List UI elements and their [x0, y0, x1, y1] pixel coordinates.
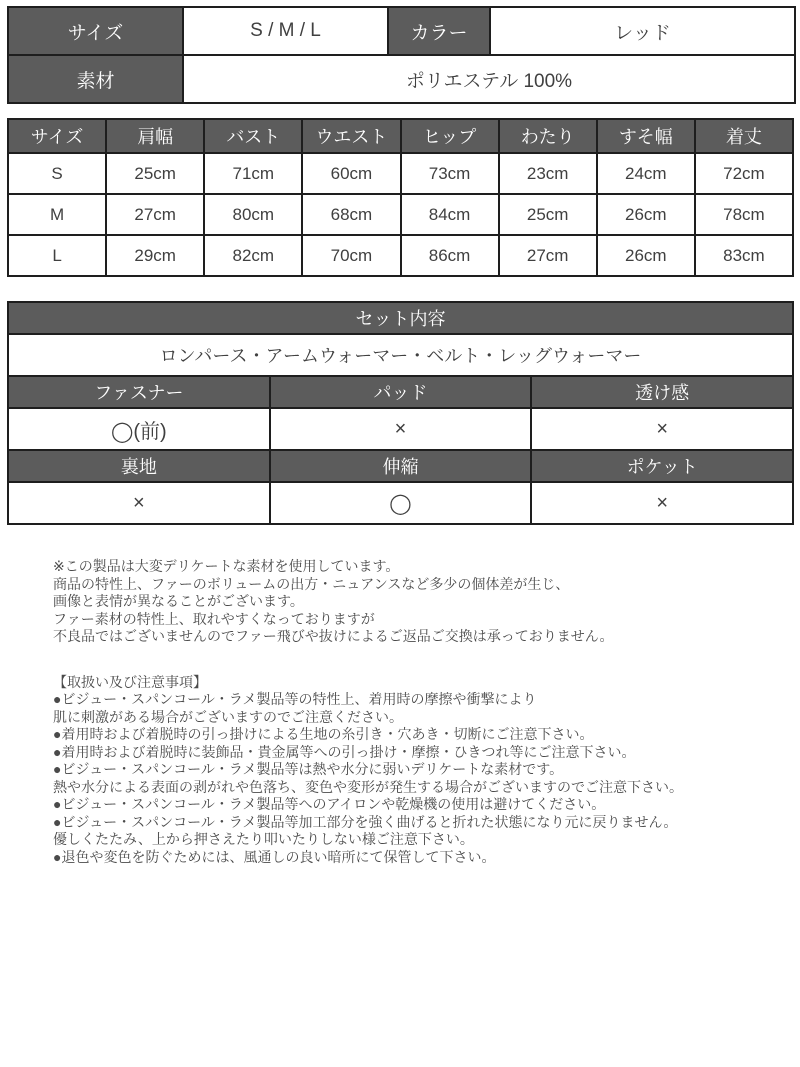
- spec-value-row: [8, 408, 793, 450]
- size-table-header-row: [8, 119, 793, 153]
- measurement-value: 73cm: [401, 153, 499, 194]
- note-line: 肌に刺激がある場合がございますのでご注意ください。: [53, 708, 403, 725]
- handling-notes: [53, 674, 784, 867]
- set-contents-row: [8, 334, 793, 376]
- size-column-header: 着丈: [695, 119, 793, 153]
- measurement-value: 83cm: [695, 235, 793, 276]
- spec-value: ◯(前): [8, 408, 270, 450]
- material-care-notes: [53, 558, 784, 646]
- spec-header: 伸縮: [270, 450, 532, 482]
- measurement-value: 84cm: [401, 194, 499, 235]
- spec-value: ×: [270, 408, 532, 450]
- size-row: [8, 194, 793, 235]
- measurement-value: 29cm: [106, 235, 204, 276]
- measurement-value: 78cm: [695, 194, 793, 235]
- size-header: サイズ: [8, 7, 183, 55]
- note-line: 不良品ではございませんのでファー飛びや抜けによるご返品ご交換は承っておりません。: [53, 628, 614, 644]
- note-line: ※この製品は大変デリケートな素材を使用しています。: [53, 558, 400, 574]
- spec-value: ×: [8, 482, 270, 524]
- measurement-value: 60cm: [302, 153, 400, 194]
- spec-header: パッド: [270, 376, 532, 408]
- size-label: L: [8, 235, 106, 276]
- size-column-header: わたり: [499, 119, 597, 153]
- size-column-header: すそ幅: [597, 119, 695, 153]
- measurement-value: 23cm: [499, 153, 597, 194]
- measurement-value: 71cm: [204, 153, 302, 194]
- size-column-header: ウエスト: [302, 119, 400, 153]
- note-line: ●ビジュー・スパンコール・ラメ製品等の特性上、着用時の摩擦や衝撃により: [53, 691, 537, 707]
- note-line: 優しくたたみ、上から押さえたり叩いたりしない様ご注意下さい。: [53, 831, 474, 847]
- info-row-size-color: [8, 7, 795, 55]
- measurement-value: 26cm: [597, 194, 695, 235]
- spec-header: ファスナー: [8, 376, 270, 408]
- spec-value: ×: [531, 408, 793, 450]
- measurement-value: 26cm: [597, 235, 695, 276]
- size-row: [8, 235, 793, 276]
- note-line: 商品の特性上、ファーのボリュームの出方・ニュアンスなど多少の個体差が生じ、: [53, 575, 570, 592]
- spec-value-row: [8, 482, 793, 524]
- measurement-value: 27cm: [499, 235, 597, 276]
- size-column-header: 肩幅: [106, 119, 204, 153]
- measurement-value: 70cm: [302, 235, 400, 276]
- measurement-value: 72cm: [695, 153, 793, 194]
- note-line: 画像と表情が異なることがございます。: [53, 593, 304, 609]
- measurement-value: 27cm: [106, 194, 204, 235]
- color-header: カラー: [388, 7, 490, 55]
- color-value: レッド: [490, 7, 795, 55]
- spec-header: ポケット: [531, 450, 793, 482]
- info-table: [7, 6, 796, 104]
- spec-header-row: [8, 450, 793, 482]
- spec-header: 透け感: [531, 376, 793, 408]
- note-line: ●着用時および着脱時の引っ掛けによる生地の糸引き・穴あき・切断にご注意下さい。: [53, 726, 594, 742]
- spec-value: ×: [531, 482, 793, 524]
- note-line: ●退色や変色を防ぐためには、風通しの良い暗所にて保管して下さい。: [53, 848, 496, 865]
- spec-header: 裏地: [8, 450, 270, 482]
- note-line: 【取扱い及び注意事項】: [53, 673, 207, 690]
- material-value: ポリエステル 100%: [183, 55, 795, 103]
- measurement-value: 68cm: [302, 194, 400, 235]
- note-line: ファー素材の特性上、取れやすくなっておりますが: [53, 610, 375, 627]
- measurement-value: 86cm: [401, 235, 499, 276]
- notes-section: [7, 558, 794, 866]
- size-label: M: [8, 194, 106, 235]
- size-value: S / M / L: [183, 7, 388, 55]
- measurement-value: 25cm: [499, 194, 597, 235]
- size-column-header: サイズ: [8, 119, 106, 153]
- note-line: ●ビジュー・スパンコール・ラメ製品等へのアイロンや乾燥機の使用は避けてください。: [53, 796, 606, 812]
- spec-header-row: [8, 376, 793, 408]
- size-column-header: バスト: [204, 119, 302, 153]
- set-title: セット内容: [8, 302, 793, 334]
- size-column-header: ヒップ: [401, 119, 499, 153]
- info-row-material: [8, 55, 795, 103]
- note-line: ●着用時および着脱時に装飾品・貴金属等への引っ掛け・摩擦・ひきつれ等にご注意下さい。: [53, 743, 636, 760]
- note-line: 熱や水分による表面の剥がれや色落ち、変色や変形が発生する場合がございますのでご注意下さい。: [53, 778, 683, 795]
- measurement-value: 82cm: [204, 235, 302, 276]
- set-title-row: [8, 302, 793, 334]
- size-row: [8, 153, 793, 194]
- note-line: ●ビジュー・スパンコール・ラメ製品等加工部分を強く曲げると折れた状態になり元に戻りません。: [53, 813, 678, 830]
- set-table: [7, 301, 794, 525]
- note-line: ●ビジュー・スパンコール・ラメ製品等は熱や水分に弱いデリケートな素材です。: [53, 761, 564, 777]
- measurement-value: 25cm: [106, 153, 204, 194]
- size-table: [7, 118, 794, 277]
- set-contents: ロンパース・アームウォーマー・ベルト・レッグウォーマー: [8, 334, 793, 376]
- material-header: 素材: [8, 55, 183, 103]
- spec-value: ◯: [270, 482, 532, 524]
- measurement-value: 24cm: [597, 153, 695, 194]
- measurement-value: 80cm: [204, 194, 302, 235]
- size-label: S: [8, 153, 106, 194]
